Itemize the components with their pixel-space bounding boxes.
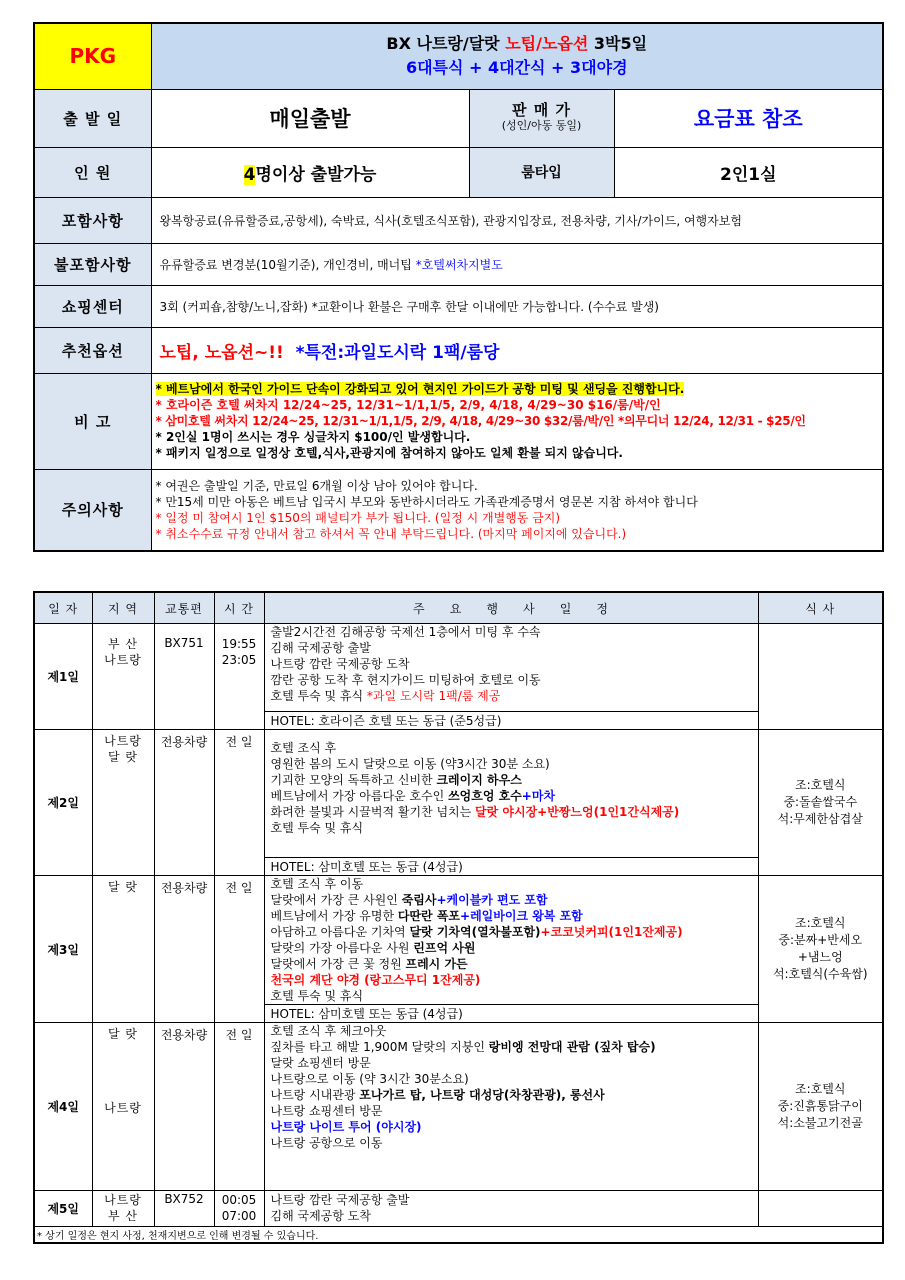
- package-title: [151, 23, 883, 89]
- header-day: 일 자: [34, 592, 92, 624]
- header-transport: 교통편: [154, 592, 214, 624]
- day1-row: [34, 624, 883, 712]
- schedule-header-row: [34, 592, 883, 624]
- footnote: * 상기 일정은 현지 사정, 천재지변으로 인해 변경될 수 있습니다.: [34, 1227, 883, 1244]
- day3-label: 제3일: [34, 876, 92, 1023]
- remark-item: * 패키지 일정으로 일정상 호텔,식사,관광지에 참여하지 않아도 일체 환불 되지 않습니다.: [155, 446, 623, 460]
- day4-transport: 전용차량: [154, 1023, 214, 1191]
- remark-item: * 2인실 1명이 쓰시는 경우 싱글차지 $100/인 발생합니다.: [155, 430, 471, 444]
- caution-item: * 여권은 출발일 기준, 만료일 6개월 이상 남아 있어야 합니다.: [155, 478, 478, 493]
- day4-label: 제4일: [34, 1023, 92, 1191]
- header-region: 지 역: [92, 592, 154, 624]
- day2-region: 나트랑 달 랏: [92, 730, 154, 876]
- day2-meal: 조:호텔식 중:돌솥쌀국수 석:무제한삼겹살: [758, 730, 883, 876]
- day1-transport: BX751: [154, 624, 214, 730]
- caution-item: * 만15세 미만 아동은 베트남 입국시 부모와 동반하시더라도 가족관계증명서 영문본 지참 하셔야 합니다: [155, 494, 698, 509]
- shopping-value: 3회 (커피숍,참향/노니,잡화) *교환이나 환불은 구매후 한달 이내에만 가능합니다. (수수료 발생): [151, 285, 883, 327]
- day4-time: 전 일: [214, 1023, 264, 1191]
- day1-time: 19:55 23:05: [214, 624, 264, 730]
- option-row: [34, 327, 883, 373]
- day3-transport: 전용차량: [154, 876, 214, 1023]
- footnote-row: [34, 1227, 883, 1244]
- day5-row: [34, 1191, 883, 1227]
- remarks-row: [34, 373, 883, 469]
- package-info-table: [33, 22, 884, 552]
- day2-time: 전 일: [214, 730, 264, 876]
- people-row: [34, 147, 883, 197]
- day3-time: 전 일: [214, 876, 264, 1023]
- day5-label: 제5일: [34, 1191, 92, 1227]
- caution-list: [151, 469, 883, 551]
- day2-label: 제2일: [34, 730, 92, 876]
- include-value: 왕복항공료(유류할증료,공항세), 숙박료, 식사(호텔조식포함), 관광지입장료, 전용차량, 기사/가이드, 여행자보험: [151, 197, 883, 243]
- exclude-row: [34, 243, 883, 285]
- day4-activities: 호텔 조식 후 체크아웃 짚차를 타고 해발 1,900M 달랏의 지붕인 랑비엥 전망대 관람 (짚차 탑승) 달랏 쇼핑센터 방문 나트랑으로 이동 (약 3시간 30분소요) 나트랑 시내관광 포나가르 탑, 나트랑 대성당(차창관광), 롱선사 나트랑 쇼핑센터 방문 나트랑 나이트 투어 (야시장) 나트랑 공항으로 이동: [264, 1023, 758, 1191]
- day3-region: 달 랏: [92, 876, 154, 1023]
- day5-meal: [758, 1191, 883, 1227]
- title-line-1: BX 나트랑/달랏 노팁/노옵션 3박5일: [386, 34, 648, 54]
- remarks-list: [151, 373, 883, 469]
- departure-value: 매일출발: [151, 89, 469, 147]
- caution-row: [34, 469, 883, 551]
- remark-item: * 호라이즌 호텔 써차지 12/24~25, 12/31~1/1,1/5, 2/9, 4/18, 4/29~30 $16/룸/박/인: [155, 398, 661, 412]
- day3-row: [34, 876, 883, 1005]
- exclude-label: 불포함사항: [34, 243, 151, 285]
- day2-hotel: HOTEL: 삼미호텔 또는 동급 (4성급): [264, 858, 758, 876]
- day1-label: 제1일: [34, 624, 92, 730]
- day5-activities: 나트랑 깜란 국제공항 출발 김해 국제공항 도착: [264, 1191, 758, 1227]
- day5-region: 나트랑 부 산: [92, 1191, 154, 1227]
- day1-hotel: HOTEL: 호라이즌 호텔 또는 동급 (준5성급): [264, 712, 758, 730]
- remark-item: * 베트남에서 한국인 가이드 단속이 강화되고 있어 현지인 가이드가 공항 미팅 및 샌딩을 진행합니다.: [155, 382, 685, 396]
- price-value: 요금표 참조: [614, 89, 883, 147]
- pkg-badge: PKG: [34, 23, 151, 89]
- caution-item: * 일정 미 참여시 1인 $150의 패널티가 부가 됩니다. (일정 시 개별행동 금지): [155, 510, 561, 525]
- day4-row: [34, 1023, 883, 1191]
- header-meal: 식 사: [758, 592, 883, 624]
- day1-meal: [758, 624, 883, 730]
- day2-activities: 호텔 조식 후 영원한 봄의 도시 달랏으로 이동 (약3시간 30분 소요) 기괴한 모양의 독특하고 신비한 크레이지 하우스 베트남에서 가장 아름다운 호수인 쓰엉흐엉 호수+마차 화려한 불빛과 시끌벅적 활기찬 넘치는 달랏 야시장+반짱느엉(1인1간식제공) 호텔 투숙 및 휴식: [264, 730, 758, 858]
- day1-activities: 출발2시간전 김해공항 국제선 1층에서 미팅 후 수속 김해 국제공항 출발 나트랑 깜란 국제공항 도착 깜란 공항 도착 후 현지가이드 미팅하여 호텔로 이동 호텔 투숙 및 휴식 *과일 도시락 1팩/룸 제공: [264, 624, 758, 712]
- option-value: 노팁, 노옵션~!! *특전:과일도시락 1팩/룸당: [151, 327, 883, 373]
- people-label: 인 원: [34, 147, 151, 197]
- day5-time: 00:05 07:00: [214, 1191, 264, 1227]
- caution-label: 주의사항: [34, 469, 151, 551]
- day4-meal: 조:호텔식 중:진흙통닭구이 석:소불고기전골: [758, 1023, 883, 1191]
- people-value: 4명이상 출발가능: [151, 147, 469, 197]
- header-time: 시 간: [214, 592, 264, 624]
- remark-item: * 삼미호텔 써차지 12/24~25, 12/31~1/1,1/5, 2/9, 4/18, 4/29~30 $32/룸/박/인 *의무디너 12/24, 12/31 - $25/인: [155, 414, 806, 428]
- departure-row: [34, 89, 883, 147]
- room-value: 2인1실: [614, 147, 883, 197]
- day4-region: 달 랏 나트랑: [92, 1023, 154, 1191]
- schedule-table: [33, 591, 884, 1244]
- day3-meal: 조:호텔식 중:분짜+반세오 +냄느엉 석:호텔식(수육쌈): [758, 876, 883, 1023]
- option-label: 추천옵션: [34, 327, 151, 373]
- price-label: 판 매 가 (성인/아동 동일): [469, 89, 614, 147]
- day5-transport: BX752: [154, 1191, 214, 1227]
- remarks-label: 비 고: [34, 373, 151, 469]
- day2-row: [34, 730, 883, 858]
- departure-label: 출 발 일: [34, 89, 151, 147]
- header-schedule: 주 요 행 사 일 정: [264, 592, 758, 624]
- include-row: [34, 197, 883, 243]
- include-label: 포함사항: [34, 197, 151, 243]
- room-label: 룸타입: [469, 147, 614, 197]
- exclude-value: 유류할증료 변경분(10월기준), 개인경비, 매너팁 *호텔써차지별도: [151, 243, 883, 285]
- day1-region: 부 산 나트랑: [92, 624, 154, 730]
- shopping-row: [34, 285, 883, 327]
- title-row: [34, 23, 883, 89]
- day3-hotel: HOTEL: 삼미호텔 또는 동급 (4성급): [264, 1005, 758, 1023]
- day2-transport: 전용차량: [154, 730, 214, 876]
- shopping-label: 쇼핑센터: [34, 285, 151, 327]
- caution-item: * 취소수수료 규정 안내서 참고 하셔서 꼭 안내 부탁드립니다. (마지막 페이지에 있습니다.): [155, 526, 627, 541]
- day3-activities: 호텔 조식 후 이동 달랏에서 가장 큰 사원인 죽림사+케이블카 편도 포함 베트남에서 가장 유명한 다딴란 폭포+레일바이크 왕복 포함 아담하고 아름다운 기차역 달랏 기차역(열차불포함)+코코넛커피(1인1잔제공) 달랏의 가장 아름다운 사원 린프억 사원 달랏에서 가장 큰 꽃 정원 프레시 가든 천국의 계단 야경 (랑고스무디 1잔제공) 호텔 투숙 및 휴식: [264, 876, 758, 1005]
- title-line-2: 6대특식 + 4대간식 + 3대야경: [405, 58, 628, 78]
